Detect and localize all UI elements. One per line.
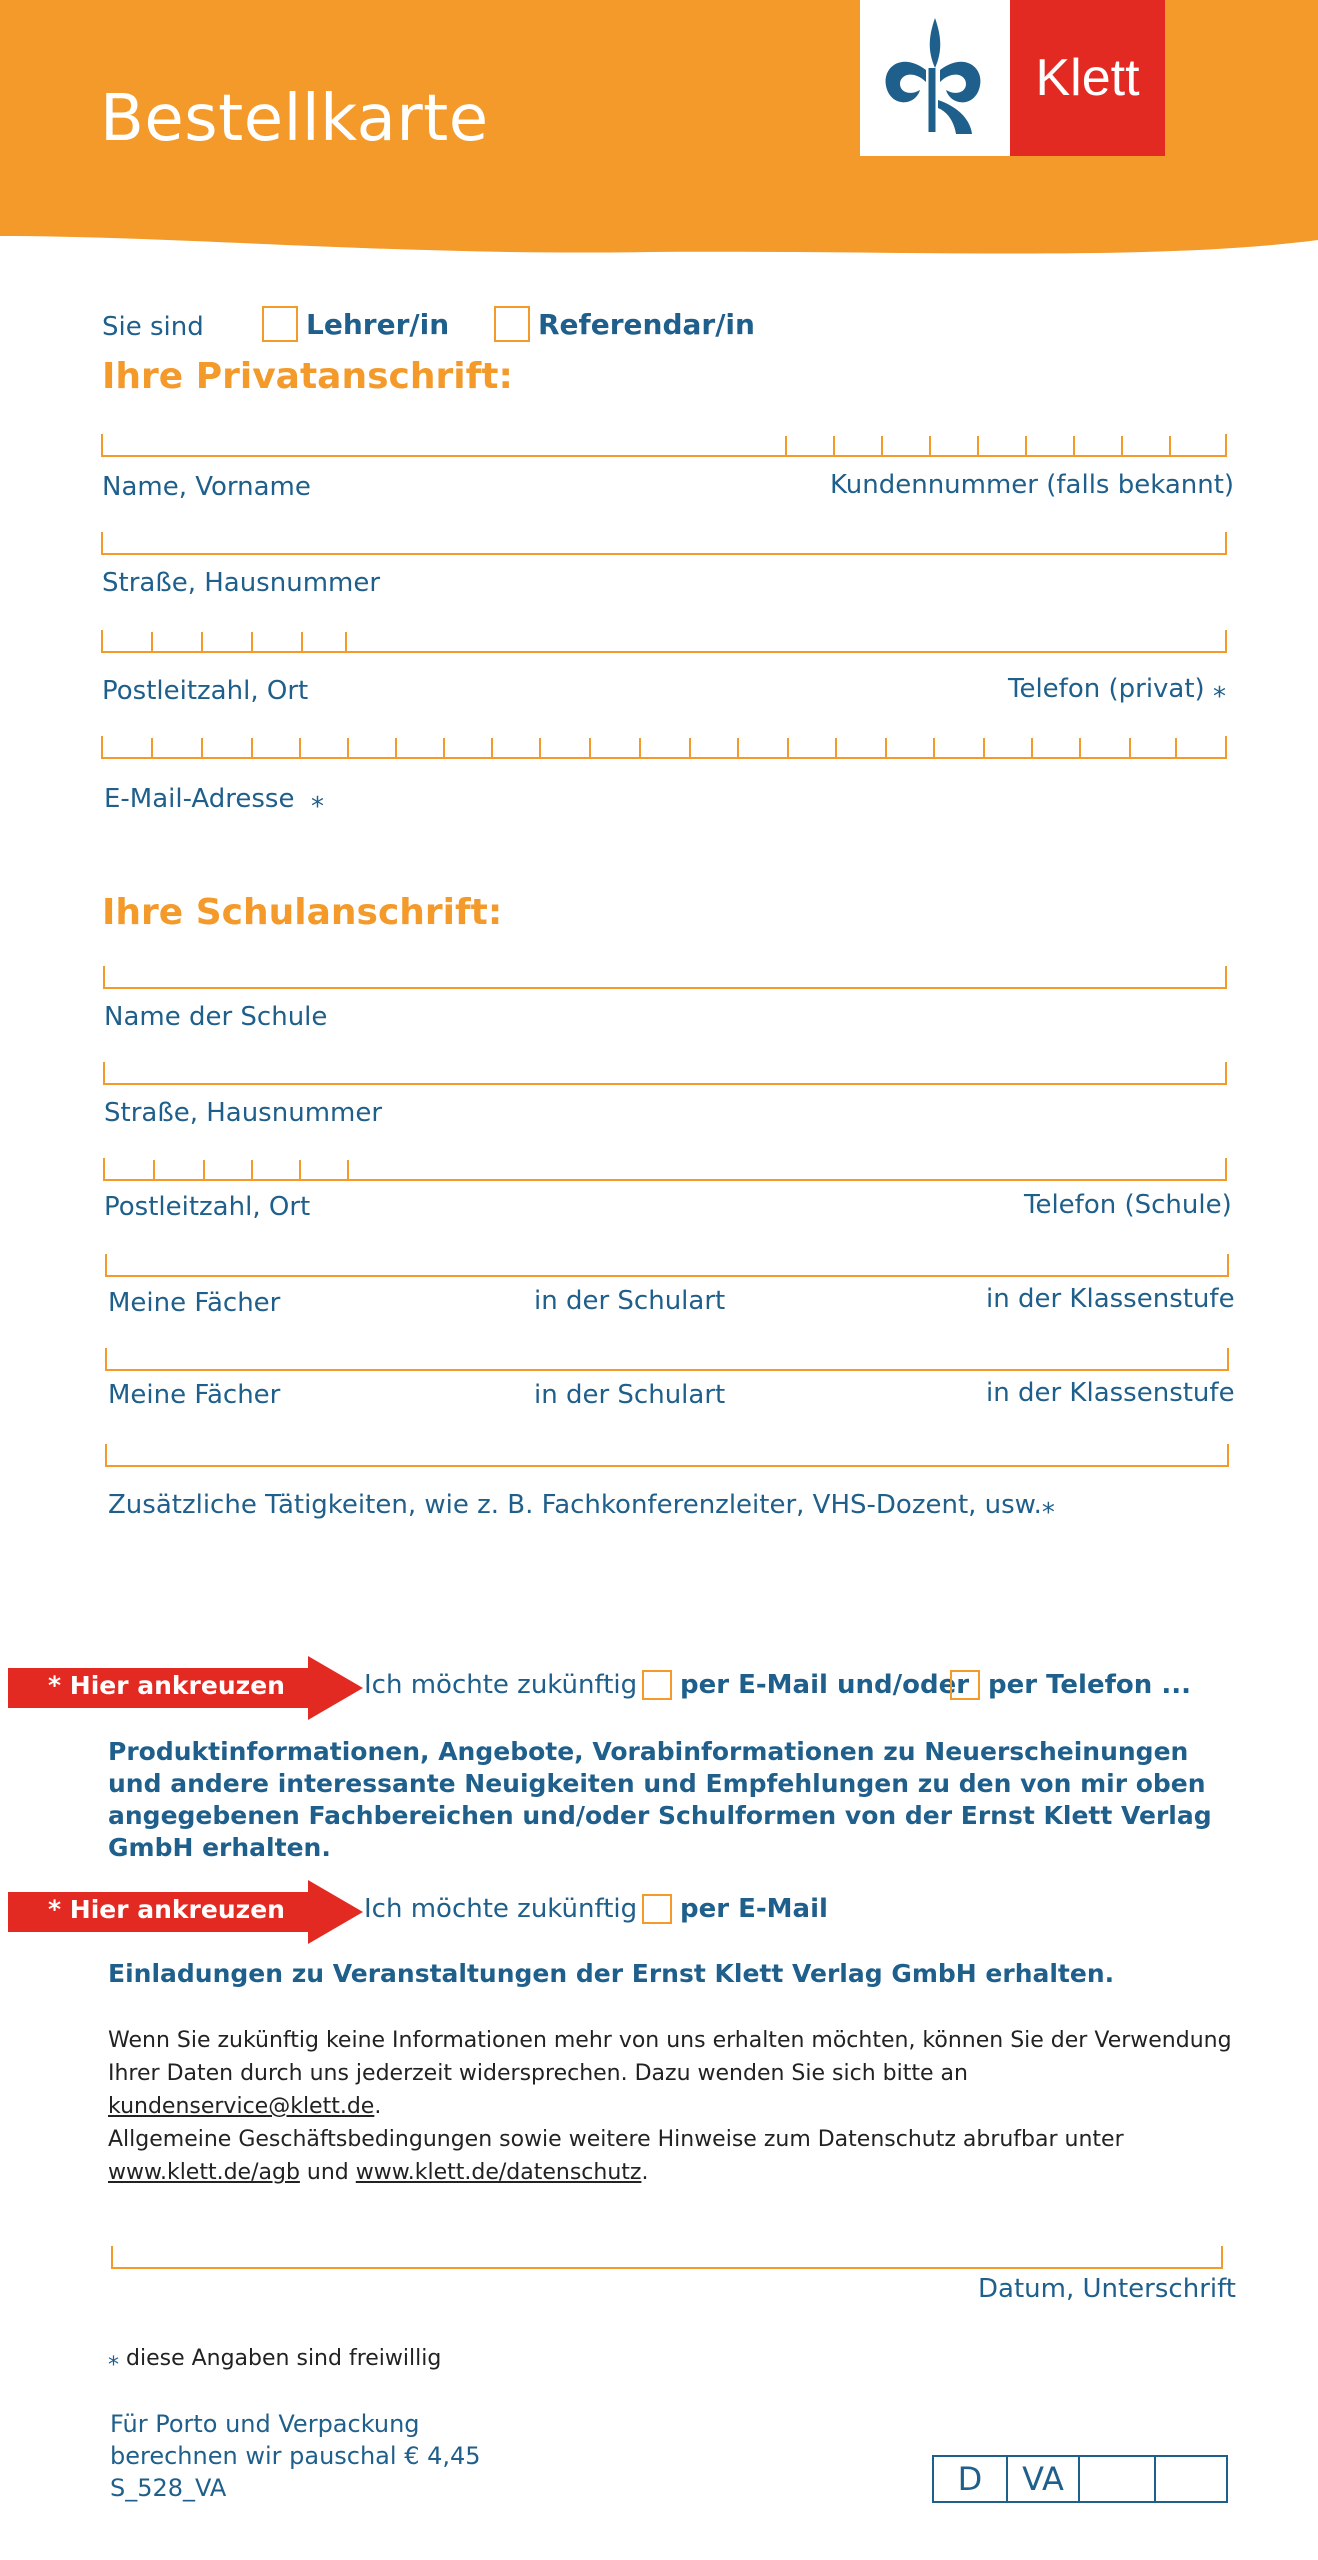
- email-text: E-Mail-Adresse: [104, 784, 295, 814]
- teacher-label: Lehrer/in: [306, 308, 450, 341]
- asterisk-icon: ⁎: [311, 784, 324, 814]
- privacy-und: und: [299, 2160, 356, 2185]
- consent1-text: Produktinformationen, Angebote, Vorabinformationen zu Neuerscheinungen und andere interessante Neuigkeiten und Empfehlungen zu den von mir oben angegebenen Fachbereichen und/oder Schulformen von der Ernst Klett Verlag GmbH erhalten.: [108, 1737, 1212, 1862]
- arrow-label-2: * Hier ankreuzen: [48, 1895, 285, 1924]
- consent1-email-label: per E-Mail und/oder: [680, 1670, 970, 1700]
- postage-line-1: Für Porto und Verpackung: [110, 2410, 420, 2438]
- asterisk-icon: ⁎: [108, 2346, 119, 2371]
- consent1-intro: Ich möchte zukünftig: [364, 1670, 638, 1700]
- datenschutz-link[interactable]: www.klett.de/datenschutz: [355, 2160, 642, 2185]
- consent2-text: Einladungen zu Veranstaltungen der Ernst Klett Verlag GmbH erhalten.: [108, 1959, 1115, 1988]
- hier-ankreuzen-arrow-2: [8, 1880, 363, 1944]
- agb-link[interactable]: www.klett.de/agb: [108, 2160, 300, 2185]
- private-phone-label: [1008, 674, 1226, 704]
- grade-label-1: in der Klassenstufe: [986, 1284, 1235, 1314]
- asterisk-icon: ⁎: [1041, 1490, 1055, 1520]
- postage-code: S_528_VA: [110, 2474, 227, 2502]
- arrow-text-2: Hier ankreuzen: [69, 1895, 285, 1924]
- signature-label: Datum, Unterschrift: [978, 2274, 1236, 2304]
- role-prompt: Sie sind: [102, 312, 204, 342]
- consent1-email-checkbox[interactable]: [642, 1670, 672, 1700]
- street-label: Straße, Hausnummer: [102, 568, 381, 598]
- code-cell-empty-2: [1156, 2457, 1226, 2501]
- customer-number-label: Kundennummer (falls bekannt): [830, 470, 1235, 500]
- subjects-label-2: Meine Fächer: [108, 1380, 281, 1410]
- code-cell-d: D: [934, 2457, 1008, 2501]
- postage-line-2: berechnen wir pauschal € 4,45: [110, 2442, 481, 2470]
- schooltype-label-2: in der Schulart: [534, 1380, 726, 1410]
- schooltype-label-1: in der Schulart: [534, 1286, 726, 1316]
- logo-text: Klett: [1035, 49, 1140, 107]
- consent1-phone-checkbox[interactable]: [950, 1670, 980, 1700]
- privacy-notice: [108, 2024, 1238, 2189]
- footnote: [108, 2346, 441, 2371]
- school-street-label: Straße, Hausnummer: [104, 1098, 383, 1128]
- hier-ankreuzen-arrow-1: [8, 1656, 363, 1720]
- consent1-phone-label: per Telefon ...: [988, 1670, 1191, 1700]
- name-label: Name, Vorname: [102, 472, 311, 502]
- school-phone-label: Telefon (Schule): [1024, 1190, 1232, 1220]
- consent2-email-label: per E-Mail: [680, 1894, 828, 1924]
- privacy-line-2-text: Ihrer Daten durch uns jederzeit widersprechen. Dazu wenden Sie sich bitte an: [108, 2061, 968, 2086]
- privacy-line-2: [108, 2057, 1238, 2123]
- subjects-label-1: Meine Fächer: [108, 1288, 281, 1318]
- private-phone-text: Telefon (privat): [1008, 674, 1205, 704]
- extra-activities-text: Zusätzliche Tätigkeiten, wie z. B. Fachkonferenzleiter, VHS-Dozent, usw.: [108, 1490, 1042, 1520]
- privacy-line-1: Wenn Sie zukünftig keine Informationen mehr von uns erhalten möchten, können Sie der Verwendung: [108, 2028, 1232, 2053]
- privacy-line-3: Allgemeine Geschäftsbedingungen sowie weitere Hinweise zum Datenschutz abrufbar unter: [108, 2127, 1124, 2152]
- consent2-email-checkbox[interactable]: [642, 1894, 672, 1924]
- code-cell-empty-1: [1080, 2457, 1156, 2501]
- customer-service-email-link[interactable]: kundenservice@klett.de: [108, 2094, 375, 2119]
- privacy-line-2-end: .: [374, 2094, 382, 2119]
- arrow-text-1: Hier ankreuzen: [69, 1671, 285, 1700]
- code-box: [932, 2455, 1228, 2503]
- private-address-heading: Ihre Privatanschrift:: [102, 356, 513, 397]
- postage-info: [110, 2408, 481, 2504]
- email-label: [104, 784, 324, 814]
- school-zip-city-label: Postleitzahl, Ort: [104, 1192, 311, 1222]
- school-address-heading: Ihre Schulanschrift:: [102, 892, 503, 933]
- footnote-text: diese Angaben sind freiwillig: [126, 2346, 442, 2371]
- privacy-end: .: [641, 2160, 649, 2185]
- consent2-intro: Ich möchte zukünftig: [364, 1894, 638, 1924]
- code-cell-va: VA: [1008, 2457, 1080, 2501]
- page-title: Bestellkarte: [100, 82, 489, 156]
- grade-label-2: in der Klassenstufe: [986, 1378, 1235, 1408]
- privacy-line-4: [108, 2156, 1238, 2189]
- trainee-label: Referendar/in: [538, 308, 755, 341]
- extra-activities-label: [108, 1490, 1055, 1520]
- zip-city-label: Postleitzahl, Ort: [102, 676, 309, 706]
- asterisk-icon: ⁎: [1212, 674, 1226, 704]
- arrow-label-1: * Hier ankreuzen: [48, 1671, 285, 1700]
- school-name-label: Name der Schule: [104, 1002, 328, 1032]
